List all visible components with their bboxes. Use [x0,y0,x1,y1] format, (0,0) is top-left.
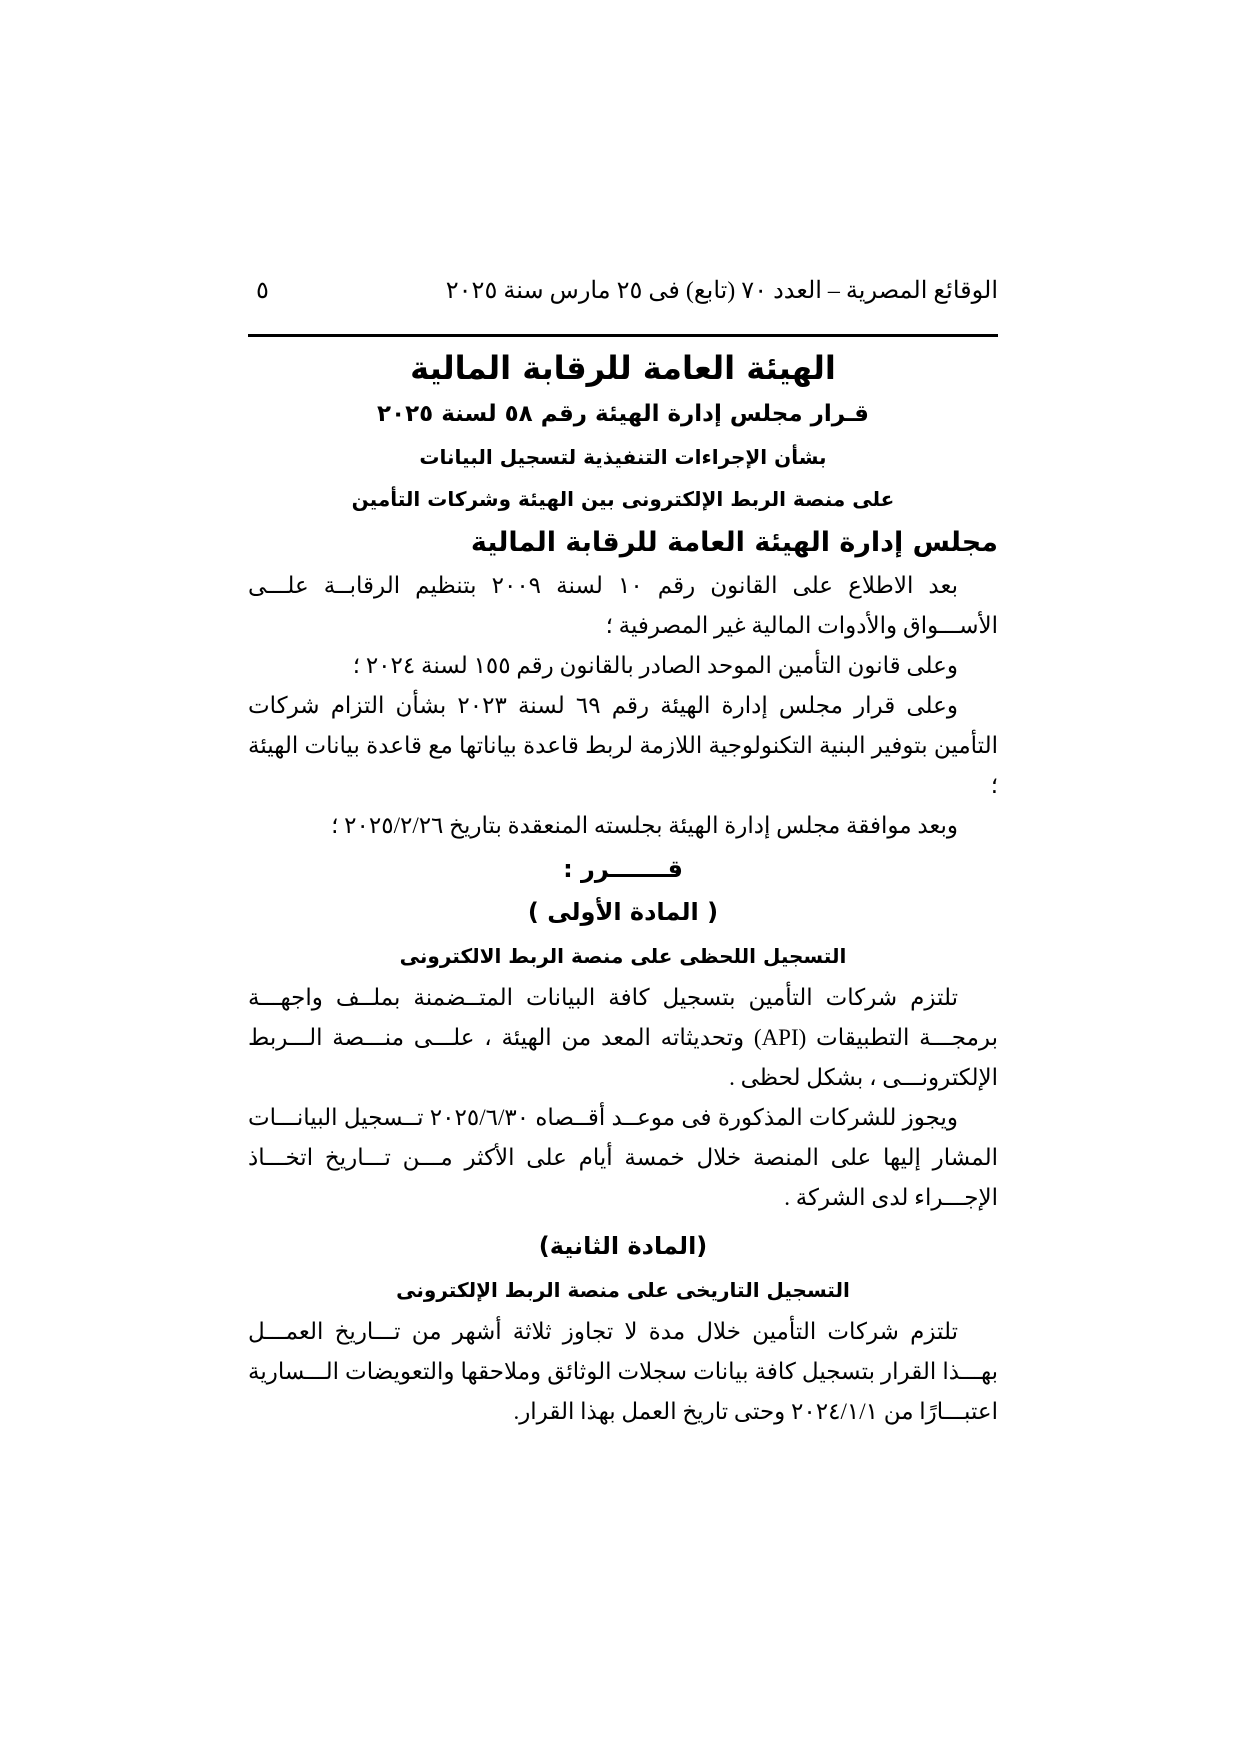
article-1 [248,890,998,1218]
article-heading: ( المادة الأولى ) [527,898,719,926]
running-title: الوقائع المصرية – العدد ٧٠ (تابع) فى ٢٥ مارس سنة ٢٠٢٥ [445,278,998,304]
authority-title: الهيئة العامة للرقابة المالية [410,349,836,387]
preamble-clause: بعد الاطلاع على القانون رقم ١٠ لسنة ٢٠٠٩ بتنظيم الرقابــة علـــى الأســـواق والأدوات المالية غير المصرفية ؛ [248,573,998,638]
preamble-clause: وبعد موافقة مجلس إدارة الهيئة بجلسته المنعقدة بتاريخ ٢٠٢٥/٢/٢٦ ؛ [331,813,958,838]
article-subheading: التسجيل اللحظى على منصة الربط الالكترونى [399,944,847,968]
preamble-clause: وعلى قرار مجلس إدارة الهيئة رقم ٦٩ لسنة ٢٠٢٣ بشأن التزام شركات التأمين بتوفير البنية التكنولوجية اللازمة لربط قاعدة بياناتها مع قاعدة بيانات الهيئة ؛ [248,693,998,798]
decree-word: قـــــــرر : [563,855,683,883]
article-paragraph: تلتزم شركات التأمين خلال مدة لا تجاوز ثلاثة أشهر من تـــاريخ العمـــل بهـــذا القرار بتسجيل كافة بيانات سجلات الوثائق وملاحقها والتعويضات الـــسارية اعتبـــارًا من ٢٠٢٤/١/١ وحتى تاريخ العمل بهذا القرار. [248,1319,998,1424]
preamble [248,566,998,846]
article-2 [248,1224,998,1432]
article-paragraph: تلتزم شركات التأمين بتسجيل كافة البيانات المتــضمنة بملــف واجهـــة برمجـــة التطبيقات (API) وتحديثاته المعد من الهيئة ، علـــى منـــصة الـــربط الإلكترونـــى ، بشكل لحظى . [248,985,998,1090]
board-heading: مجلس إدارة الهيئة العامة للرقابة المالية [470,527,998,558]
article-paragraph: ويجوز للشركات المذكورة فى موعــد أقــصاه ٢٠٢٥/٦/٣٠ تــسجيل البيانـــات المشار إليها على المنصة خلال خمسة أيام على الأكثر مـــن تـــاريخ اتخـــاذ الإجـــراء لدى الشركة . [248,1105,998,1210]
header-divider [248,334,998,337]
preamble-clause: وعلى قانون التأمين الموحد الصادر بالقانون رقم ١٥٥ لسنة ٢٠٢٤ ؛ [352,653,958,678]
page-number: ٥ [256,278,269,304]
article-subheading: التسجيل التاريخى على منصة الربط الإلكترونى [396,1278,850,1302]
subject-line-2: على منصة الربط الإلكترونى بين الهيئة وشركات التأمين [351,487,895,511]
running-header [248,276,998,316]
subject-line-1: بشأن الإجراءات التنفيذية لتسجيل البيانات [419,445,827,469]
decision-title: قـرار مجلس إدارة الهيئة رقم ٥٨ لسنة ٢٠٢٥ [377,401,869,427]
document-body [248,344,998,1432]
article-heading: (المادة الثانية) [538,1232,708,1260]
